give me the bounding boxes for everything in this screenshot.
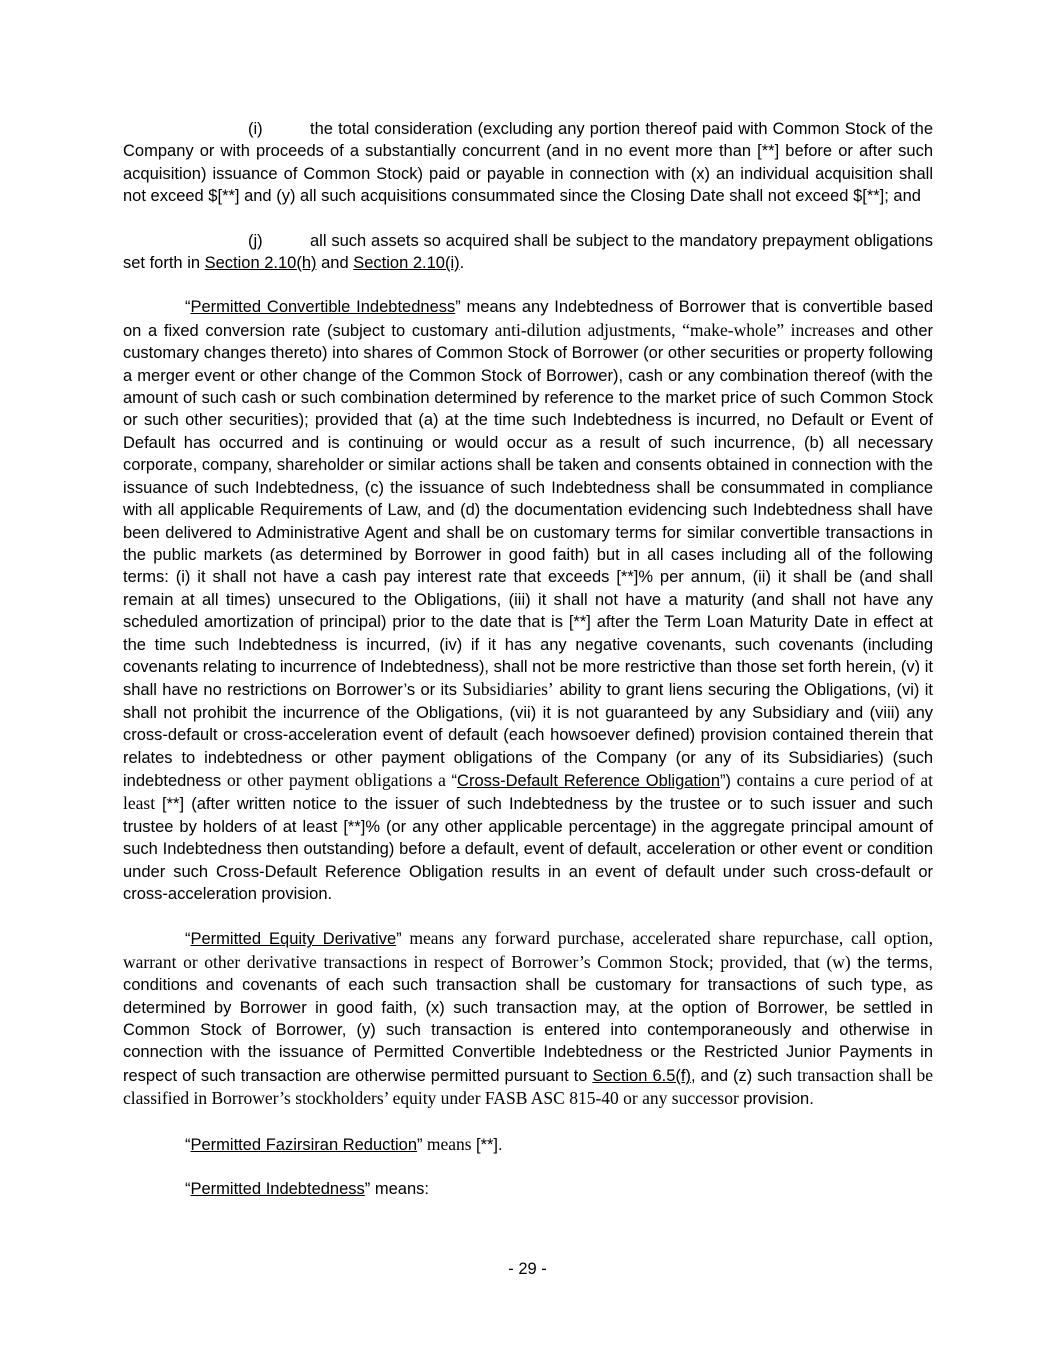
text-run: and: [316, 254, 354, 273]
defined-term: Permitted Indebtedness: [190, 1180, 365, 1199]
text-run: “: [451, 771, 458, 790]
paragraph: [123, 118, 933, 208]
page-number: - 29 -: [508, 1260, 547, 1278]
text-run: contains a cure period of at least: [123, 769, 933, 814]
text-run: and other customary changes thereto) into shares of Common Stock of Borrower (or other securities or property following a merger event or other change of the Common Stock of Borrower), cash or any combination thereof (with the amount of such cash or such combination determined by reference to the market price of such Common Stock or such other securities); provided that (a) at the time such Indebtedness is incurred, no Default or Event of Default has occurred and is continuing or would occur as a result of such incurrence, (b) all necessary corporate, company, shareholder or similar actions shall be taken and consents obtained in connection with the issuance of such Indebtedness, (c) the issuance of such Indebtedness shall be consummated in compliance with all applicable Requirements of Law, and (d) the documentation evidencing such Indebtedness shall have been delivered to Administrative Agent and shall be on customary terms for similar convertible transactions in the public markets (as determined by Borrower in good faith) but in all cases including all of the following terms: (i) it shall not have a cash pay interest rate that exceeds [**]% per annum, (ii) it shall be (and shall remain at all times) unsecured to the Obligations, (iii) it shall not have a maturity (and shall not have any scheduled amortization of principal) prior to the date that is [**] after the Term Loan Maturity Date in effect at the time such Indebtedness is incurred, (iv) if it has any negative covenants, such covenants (including covenants relating to incurrence of Indebtedness), shall not be more restrictive than those set forth herein, (v) it shall have no restrictions on Borrower’s or its: [123, 321, 934, 700]
text-run: Subsidiaries’: [462, 679, 554, 700]
text-run: means: [422, 1133, 476, 1154]
text-run: ” means:: [364, 1180, 429, 1199]
list-marker: (i): [248, 120, 263, 138]
text-run: or other payment obligations a: [227, 769, 452, 790]
list-marker: (j): [248, 231, 263, 250]
text-run: “: [185, 1135, 191, 1154]
text-run: means any forward purchase, accelerated share repurchase, call option, warrant or other derivative transactions in respect of Borrower’s Common Stock; provided, that (w): [123, 928, 933, 972]
text-run: [**].: [475, 1135, 503, 1154]
text-run: the terms, conditions and covenants of each such transaction shall be customary for transactions of such type, as determined by Borrower in good faith, (x) such transaction may, at the option of Borrower, be settled in Common Stock of Borrower, (y) such transaction is entered into contemporaneously and otherwise in connection with the issuance of Permitted Convertible Indebtedness or the Restricted Junior Payments in respect of such transaction are otherwise permitted pursuant to: [123, 953, 933, 1085]
text-run: transaction shall be classified in Borrower’s stockholders’ equity under FASB ASC 815-40 or any successor: [123, 1064, 933, 1109]
defined-term: Permitted Equity Derivative: [190, 930, 397, 949]
text-run: ”: [417, 1135, 423, 1154]
text-run: , and (z) such: [690, 1066, 798, 1085]
text-run: anti-dilution adjustments, “make-whole” increases: [494, 319, 862, 340]
defined-term: Permitted Convertible Indebtedness: [190, 298, 456, 317]
text-run: ability to grant liens securing the Obligations, (vi) it shall not prohibit the incurrence of the Obligations, (vii) it is not guaranteed by any Subsidiary and (viii) any cross-default or cross-acceleration event of default (each howsoever defined) provision contained therein that relates to indebtedness or other payment obligations of the Company (or any of its Subsidiaries) (such indebtedness: [123, 681, 934, 790]
text-run: the total consideration (excluding any portion thereof paid with Common Stock of the Company or with proceeds of a substantially concurrent (and in no event more than [**] before or after such acquisition) issuance of Common Stock) paid or payable in connection with (x) an individual acquisition shall not exceed $[**] and (y) all such acquisitions consummated since the Closing Date shall not exceed $[**]; and: [123, 120, 933, 206]
text-run: ”): [720, 771, 732, 790]
paragraph: [123, 296, 933, 905]
text-run: ” means any Indebtedness of Borrower that is convertible based on a fixed conversion rate (subject to customary: [123, 298, 933, 340]
paragraph: [123, 1178, 933, 1200]
paragraph: [123, 230, 933, 275]
document-body: [123, 118, 933, 1222]
defined-term: Cross-Default Reference Obligation: [457, 771, 721, 790]
text-run: “: [185, 298, 191, 317]
defined-term: Permitted Fazirsiran Reduction: [190, 1135, 418, 1154]
text-run: ”: [396, 930, 402, 949]
defined-term: Section 2.10(i): [353, 254, 460, 273]
defined-term: Section 6.5(f): [592, 1066, 691, 1085]
text-run: [**] (after written notice to the issuer of such Indebtedness by the trustee or to such issuer and such trustee by holders of at least [**]% (or any other applicable percentage) in the aggregate principal amount of such Indebtedness then outstanding) before a default, event of default, acceleration or other event or condition under such Cross-Default Reference Obligation results in an event of default under such cross-default or cross-acceleration provision.: [123, 795, 933, 903]
defined-term: Section 2.10(h): [204, 254, 317, 273]
text-run: .: [459, 254, 465, 273]
text-run: all such assets so acquired shall be subject to the mandatory prepayment obligations set forth in: [123, 231, 933, 273]
text-run: provision.: [743, 1090, 814, 1109]
text-run: “: [185, 930, 191, 949]
paragraph: [123, 927, 933, 1110]
paragraph: [123, 1133, 933, 1156]
text-run: “: [185, 1180, 191, 1199]
